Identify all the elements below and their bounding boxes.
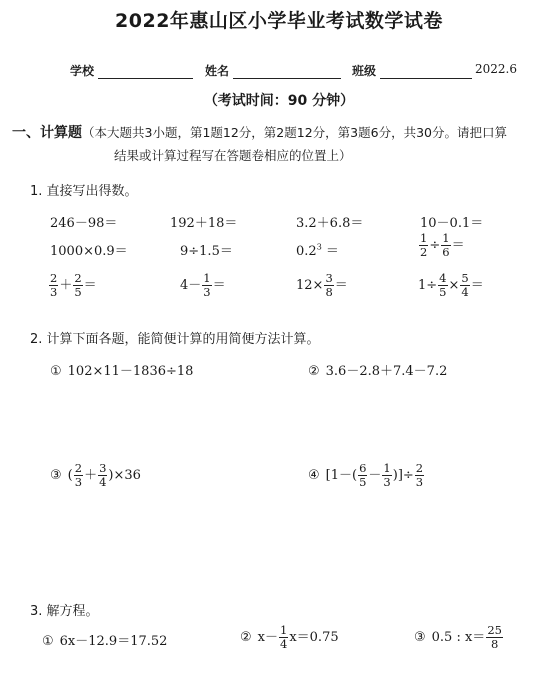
class-field[interactable] xyxy=(352,62,472,79)
section1-label: 一、计算题 xyxy=(12,125,82,141)
class-label: 班级 xyxy=(352,64,377,78)
equals-sign: ＝ xyxy=(325,244,339,259)
q2-title: 2. 计算下面各题，能简便计算的用简便方法计算。 xyxy=(30,332,320,347)
circled-number: ② xyxy=(308,364,320,379)
school-blank[interactable] xyxy=(98,66,193,79)
power-exponent: 3 xyxy=(316,242,322,252)
fraction: $\frac{2}{3}$ xyxy=(50,271,58,299)
q1-item: 9÷1.5＝ xyxy=(180,244,233,259)
school-field[interactable] xyxy=(70,62,193,79)
q1-item: 10－0.1＝ xyxy=(420,216,484,231)
q1-item: 1÷ $\frac{4}{5}$ × $\frac{5}{4}$ ＝ xyxy=(418,271,484,299)
section1-note-line2: 结果或计算过程写在答题卷相应的位置上） xyxy=(114,148,352,163)
fraction: $\frac{5}{4}$ xyxy=(461,271,469,299)
q3-equation-2: ② x－ $\frac{1}{4}$ x＝0.75 xyxy=(240,623,339,651)
fraction: $\frac{2}{5}$ xyxy=(74,271,82,299)
q2-problem-2 xyxy=(308,360,447,379)
q1-item: 246－98＝ xyxy=(50,216,118,231)
circled-number: ③ xyxy=(414,630,426,645)
q1-item: 1000×0.9＝ xyxy=(50,244,128,259)
section1-header xyxy=(12,122,507,142)
q3-equation-1 xyxy=(42,630,167,649)
q3-expression-tail: x＝0.75 xyxy=(289,630,339,645)
q2-problem-1 xyxy=(50,360,193,379)
exam-title: 2022年惠山区小学毕业考试数学试卷 xyxy=(115,10,443,32)
fraction: $\frac{2}{3}$ xyxy=(415,461,424,489)
name-field[interactable] xyxy=(205,62,341,79)
fraction: $\frac{1}{3}$ xyxy=(383,461,391,489)
q3-title: 3. 解方程。 xyxy=(30,604,99,619)
power-base: 0.2 xyxy=(296,244,317,259)
circled-number: ④ xyxy=(308,468,320,483)
q2-problem-3: ③ ( $\frac{2}{3}$ ＋ $\frac{3}{4}$ )×36 xyxy=(50,461,141,489)
class-blank[interactable] xyxy=(380,66,472,79)
circled-number: ① xyxy=(50,364,62,379)
q1-item: $\frac{2}{3}$ ＋ $\frac{2}{5}$ ＝ xyxy=(50,271,97,299)
q3-equation-3 xyxy=(414,624,504,651)
q1-item: $\frac{1}{2}$ ÷ $\frac{1}{6}$ ＝ xyxy=(420,231,465,259)
q1-item: 12× $\frac{3}{8}$ ＝ xyxy=(296,271,348,299)
fraction: $\frac{4}{5}$ xyxy=(439,271,447,299)
q2-expression: 102×11－1836÷18 xyxy=(67,364,194,379)
exam-date: 2022.6 xyxy=(475,62,517,76)
section1-note: （本大题共3小题，第1题12分，第2题12分，第3题6分，共30分。请把口算 xyxy=(82,125,507,140)
name-blank[interactable] xyxy=(233,66,341,79)
fraction: $\frac{1}{4}$ xyxy=(280,623,288,651)
circled-number: ② xyxy=(240,630,252,645)
fraction: $\frac{3}{4}$ xyxy=(99,461,107,489)
fraction: $\frac{2}{3}$ xyxy=(74,461,83,489)
fraction: $\frac{3}{8}$ xyxy=(325,271,333,299)
school-label: 学校 xyxy=(70,64,95,78)
fraction: $\frac{1}{2}$ xyxy=(420,231,428,259)
q3-expression: 6x－12.9＝17.52 xyxy=(59,634,168,649)
fraction: $\frac{6}{5}$ xyxy=(359,461,367,489)
circled-number: ① xyxy=(42,634,54,649)
fraction: $\frac{25}{8}$ xyxy=(487,623,502,651)
q1-title: 1. 直接写出得数。 xyxy=(30,184,138,199)
q1-item: 4－ $\frac{1}{3}$ ＝ xyxy=(180,271,226,299)
q2-problem-4: ④ [1－( $\frac{6}{5}$ － $\frac{1}{3}$ )]÷ $\frac{2}{3}$ xyxy=(308,461,424,489)
q2-expression: 3.6－2.8＋7.4－7.2 xyxy=(325,364,448,379)
q1-item xyxy=(296,240,339,259)
circled-number: ③ xyxy=(50,468,62,483)
exam-time: （考试时间：90 分钟） xyxy=(203,93,355,109)
q1-item: 3.2＋6.8＝ xyxy=(296,216,364,231)
fraction: $\frac{1}{6}$ xyxy=(442,231,450,259)
q3-expression-head: 0.5 : x＝ xyxy=(431,630,486,645)
fraction: $\frac{1}{3}$ xyxy=(203,271,211,299)
name-label: 姓名 xyxy=(205,64,230,78)
q1-item: 192＋18＝ xyxy=(170,216,238,231)
